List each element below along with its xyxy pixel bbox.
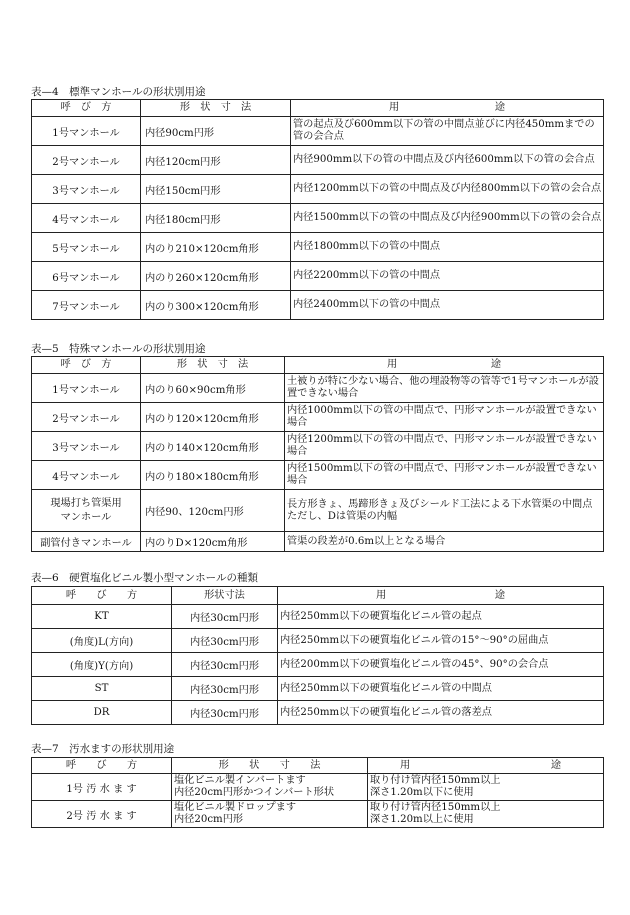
table-cell: 1号マンホール xyxy=(32,374,141,403)
table-cell: 6号マンホール xyxy=(32,262,141,291)
table-cell: ST xyxy=(32,677,172,701)
table-cell: 内のり120×120cm角形 xyxy=(141,403,285,432)
table-cell: 1号マンホール xyxy=(32,117,141,146)
table-cell: 4号マンホール xyxy=(32,461,141,490)
table-cell: 内径1500mm以下の管の中間点及び内径900mm以下の管の会合点 xyxy=(291,204,604,233)
table-cell: 内径2200mm以下の管の中間点 xyxy=(291,262,604,291)
table-cell: 内径1200mm以下の管の中間点及び内径800mm以下の管の会合点 xyxy=(291,175,604,204)
table-cell: 取り付け管内径150mm以上 深さ1.20m以下に使用 xyxy=(368,774,604,801)
table6 xyxy=(31,586,604,725)
table5-header-use: 用 途 xyxy=(285,357,604,374)
table-cell: DR xyxy=(32,701,172,725)
table-cell: 取り付け管内径150mm以上 深さ1.20m以上に使用 xyxy=(368,801,604,828)
table-cell: 内径250mm以下の硬質塩化ビニル管の落差点 xyxy=(278,701,604,725)
table-cell: 内径900mm以下の管の中間点及び内径600mm以下の管の会合点 xyxy=(291,146,604,175)
table-cell: 内のり260×120cm角形 xyxy=(141,262,291,291)
table-cell: 内のり210×120cm角形 xyxy=(141,233,291,262)
table4-header-name: 呼 び 方 xyxy=(32,100,141,117)
table-cell: 2号 汚 水 ま す xyxy=(32,801,172,828)
table-cell: 内径250mm以下の硬質塩化ビニル管の15°～90°の屈曲点 xyxy=(278,629,604,653)
table-cell: 内径90cm円形 xyxy=(141,117,291,146)
table-cell: 内径250mm以下の硬質塩化ビニル管の起点 xyxy=(278,605,604,629)
table-cell: 内径180cm円形 xyxy=(141,204,291,233)
table-cell: 内径30cm円形 xyxy=(172,653,278,677)
table-cell: 内径90、120cm円形 xyxy=(141,490,285,532)
table6-header-use: 用 途 xyxy=(278,587,604,605)
table-cell: 塩化ビニル製インバートます 内径20cm円形かつインバート形状 xyxy=(172,774,368,801)
table-cell: (角度)L(方向) xyxy=(32,629,172,653)
table-cell: 現場打ち管渠用 マンホール xyxy=(32,490,141,532)
table-cell: 内径200mm以下の硬質塩化ビニル管の45°、90°の会合点 xyxy=(278,653,604,677)
table-cell: 管渠の段差が0.6m以上となる場合 xyxy=(285,532,604,552)
table-cell: 7号マンホール xyxy=(32,291,141,320)
table-cell: 内径30cm円形 xyxy=(172,677,278,701)
table-cell: 長方形きょ、馬蹄形きょ及びシールド工法による下水管渠の中間点 ただし、Dは管渠の内幅 xyxy=(285,490,604,532)
table5-caption: 表—5 特殊マンホールの形状別用途 xyxy=(31,343,206,355)
table6-header-name: 呼 び 方 xyxy=(32,587,172,605)
table5 xyxy=(31,356,604,552)
table-cell: 2号マンホール xyxy=(32,403,141,432)
table-cell: 5号マンホール xyxy=(32,233,141,262)
table7-header-use: 用 途 xyxy=(368,758,604,774)
table-cell: 内のり60×90cm角形 xyxy=(141,374,285,403)
table-cell: 1号 汚 水 ま す xyxy=(32,774,172,801)
table6-header-shape: 形状寸法 xyxy=(172,587,278,605)
table-cell: 内径30cm円形 xyxy=(172,701,278,725)
table-cell: 内のり180×180cm角形 xyxy=(141,461,285,490)
table-cell: 内のり300×120cm角形 xyxy=(141,291,291,320)
table-cell: 内径30cm円形 xyxy=(172,605,278,629)
table7-header-name: 呼 び 方 xyxy=(32,758,172,774)
table4-header-use: 用 途 xyxy=(291,100,604,117)
table-cell: 副管付きマンホール xyxy=(32,532,141,552)
table-cell: (角度)Y(方向) xyxy=(32,653,172,677)
table-cell: 3号マンホール xyxy=(32,175,141,204)
table-cell: 土被りが特に少ない場合、他の埋設物等の管等で1号マンホールが設置できない場合 xyxy=(285,374,604,403)
table-cell: 内径120cm円形 xyxy=(141,146,291,175)
table7-header-shape: 形 状 寸 法 xyxy=(172,758,368,774)
table4-caption: 表—4 標準マンホールの形状別用途 xyxy=(31,86,206,98)
table-cell: 内径250mm以下の硬質塩化ビニル管の中間点 xyxy=(278,677,604,701)
table-cell: 内径1200mm以下の管の中間点で、円形マンホールが設置できない場合 xyxy=(285,432,604,461)
table-cell: 2号マンホール xyxy=(32,146,141,175)
table-cell: 管の起点及び600mm以下の管の中間点並びに内径450mmまでの管の会合点 xyxy=(291,117,604,146)
table7 xyxy=(31,757,604,828)
table4-header-shape: 形 状 寸 法 xyxy=(141,100,291,117)
table-cell: 塩化ビニル製ドロップます 内径20cm円形 xyxy=(172,801,368,828)
table-cell: KT xyxy=(32,605,172,629)
table7-caption: 表—7 汚水ますの形状別用途 xyxy=(31,743,175,755)
table4 xyxy=(31,99,604,320)
table-cell: 内径1000mm以下の管の中間点で、円形マンホールが設置できない場合 xyxy=(285,403,604,432)
table-cell: 3号マンホール xyxy=(32,432,141,461)
table5-header-name: 呼 び 方 xyxy=(32,357,141,374)
table-cell: 内径30cm円形 xyxy=(172,629,278,653)
table6-caption: 表—6 硬質塩化ビニル製小型マンホールの種類 xyxy=(31,572,258,584)
table-cell: 4号マンホール xyxy=(32,204,141,233)
table-cell: 内のりD×120cm角形 xyxy=(141,532,285,552)
table-cell: 内径2400mm以下の管の中間点 xyxy=(291,291,604,320)
table5-header-shape: 形 状 寸 法 xyxy=(141,357,285,374)
table-cell: 内径1800mm以下の管の中間点 xyxy=(291,233,604,262)
table-cell: 内径1500mm以下の管の中間点で、円形マンホールが設置できない場合 xyxy=(285,461,604,490)
table-cell: 内径150cm円形 xyxy=(141,175,291,204)
table-cell: 内のり140×120cm角形 xyxy=(141,432,285,461)
